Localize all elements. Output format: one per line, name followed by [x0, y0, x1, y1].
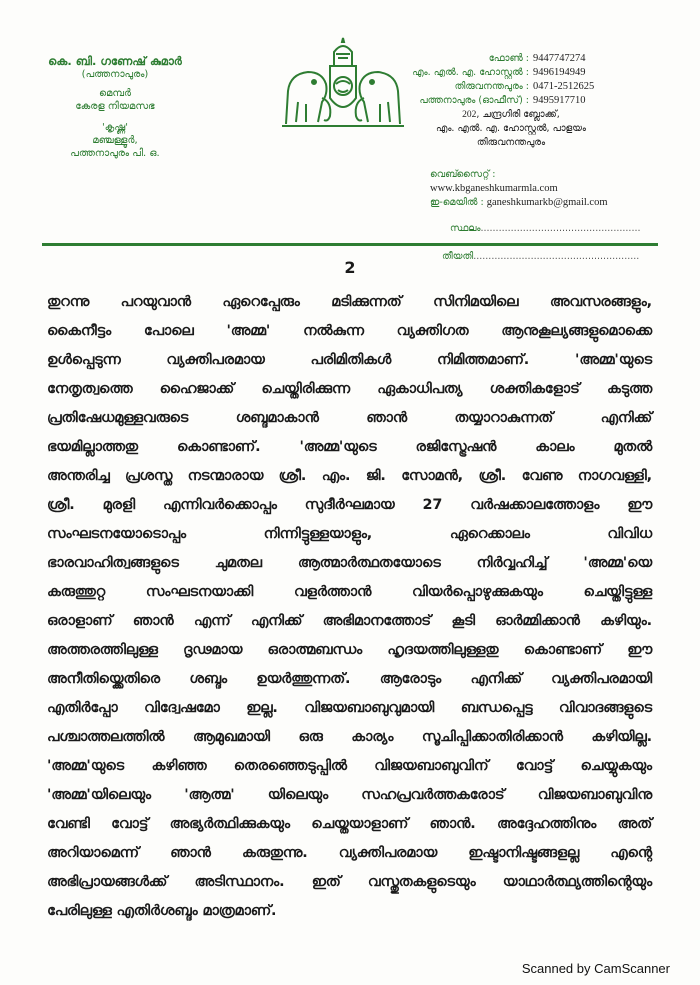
- tvm-label: തിരുവനന്തപുരം :: [454, 81, 529, 92]
- sender-house: 'കൃഷ്ണ': [102, 122, 128, 133]
- letterhead-divider: [42, 243, 658, 246]
- body-line: എതിർപ്പോ വിദ്വേഷമോ ഇല്ല. വിജയബാബുവുമായി ബന്ധപ്പെട്ട വിവാദങ്ങളുടെ: [47, 700, 652, 716]
- body-line: ഭാരവാഹിത്വങ്ങളുടെ ചുമതല ആത്മാർത്ഥതയോടെ നിർവ്വഹിച്ച് 'അമ്മ'യെ: [47, 555, 652, 571]
- body-line: ശ്രീ. മുരളി എന്നിവർക്കൊപ്പം സുദീർഘമായ 27 വർഷക്കാലത്തോളം ഈ: [47, 497, 652, 513]
- address-line-3: തിരുവനന്തപുരം: [476, 137, 546, 148]
- email-link[interactable]: ganeshkumarkb@gmail.com: [486, 197, 608, 208]
- body-line: അത്തരത്തിലുള്ള ദൃഢമായ ഒരാത്മബന്ധം ഹൃദയത്തിലുള്ളതു കൊണ്ടാണ് ഈ: [47, 642, 652, 658]
- mla-hostel-number: 9496194949: [533, 67, 586, 78]
- website-label: വെബ്സൈറ്റ് :: [430, 169, 496, 180]
- date-label: തീയതി: [442, 251, 474, 262]
- sender-place: മഞ്ചള്ളൂർ,: [92, 135, 138, 146]
- place-field: സ്ഥലം.....................................................: [450, 223, 641, 234]
- body-line: ഭയമില്ലാത്തതു കൊണ്ടാണ്. 'അമ്മ'യുടെ രജിസ്ട്രേഷൻ കാലം മുതൽ: [47, 439, 652, 455]
- kerala-emblem-icon: [278, 36, 408, 136]
- letterhead-right: [396, 52, 641, 264]
- sender-constituency: (പത്തനാപുരം): [81, 69, 149, 80]
- body-line: അറിയാമെന്ന് ഞാൻ കരുതുന്നു. വ്യക്തിപരമായ ഇഷ്ടാനിഷ്ടങ്ങളല്ല എന്റെ: [47, 845, 652, 861]
- sender-assembly: കേരള നിയമസഭ: [75, 101, 155, 112]
- address-line-1: , ചന്ദ്രഗിരി ബ്ലോക്ക്,: [476, 109, 560, 120]
- sender-postal: പത്തനാപുരം പി. ഒ.: [70, 148, 160, 159]
- body-line: അന്തരിച്ച പ്രശസ്ത നടന്മാരായ ശ്രീ. എം. ജി. സോമൻ, ശ്രീ. വേണു നാഗവള്ളി,: [47, 468, 652, 484]
- address-number: 202: [462, 110, 477, 120]
- place-label: സ്ഥലം: [450, 223, 481, 234]
- body-line: അഭിപ്രായങ്ങൾക്ക് അടിസ്ഥാനം. ഇത് വസ്തുതകളുടെയും യാഥാർത്ഥ്യത്തിന്റെയും: [47, 874, 652, 890]
- sender-role: മെമ്പർ: [98, 88, 132, 99]
- body-line: പ്രതിഷേധമുള്ളവരുടെ ശബ്ദമാകാൻ ഞാൻ തയ്യാറാകുന്നത് എനിക്ക്: [47, 410, 652, 426]
- office-number: 9495917710: [533, 95, 586, 106]
- body-line: 'അമ്മ'യിലെയും 'ആത്മ' യിലെയും സഹപ്രവർത്തകരോട് വിജയബാബുവിനു: [47, 787, 652, 803]
- body-line: കൈനീട്ടം പോലെ 'അമ്മ' നൽകുന്ന വ്യക്തിഗത ആനുകൂല്യങ്ങളുമൊക്കെ: [47, 323, 652, 339]
- body-line: പശ്ചാത്തലത്തിൽ ആമുഖമായി ഒരു കാര്യം സൂചിപ്പിക്കാതിരിക്കാൻ കഴിയില്ല.: [47, 729, 652, 745]
- letter-body: [47, 288, 652, 926]
- body-line: കരുത്തുറ്റ സംഘടനയാക്കി വളർത്താൻ വിയർപ്പൊഴുക്കുകയും ചെയ്തിട്ടുള്ള: [47, 584, 652, 600]
- sender-name: കെ. ബി. ഗണേഷ് കുമാർ: [48, 54, 182, 68]
- phone-label: ഫോൺ :: [488, 53, 529, 64]
- body-line: പേരിലുള്ള എതിർശബ്ദം മാത്രമാണ്.: [47, 903, 277, 919]
- mla-hostel-row: [396, 66, 626, 80]
- mla-hostel-label: എം. എൽ. എ. ഹോസ്റ്റൽ :: [412, 67, 529, 78]
- letterhead-left: [40, 55, 190, 160]
- body-line: അനീതിയ്ക്കെതിരെ ശബ്ദം ഉയർത്തുന്നത്. ആരോടും എനിക്ക് വ്യക്തിപരമായി: [47, 671, 652, 687]
- tvm-number: 0471-2512625: [533, 81, 595, 92]
- phone-number: 9447747274: [533, 53, 586, 64]
- phone-row: [396, 52, 626, 66]
- body-line: തുറന്നു പറയുവാൻ ഏറെപ്പേരും മടിക്കുന്നത് സിനിമയിലെ അവസരങ്ങളും,: [47, 294, 652, 310]
- office-label: പത്തനാപുരം (ഓഫീസ്) :: [419, 95, 529, 106]
- address: [396, 108, 626, 150]
- email-row: [396, 196, 626, 210]
- body-line: ഉൾപ്പെടുന്ന വ്യക്തിപരമായ പരിമിതികൾ നിമിത്തമാണ്. 'അമ്മ'യുടെ: [47, 352, 652, 368]
- tvm-row: [396, 80, 626, 94]
- website-row: [396, 168, 626, 196]
- website-link[interactable]: www.kbganeshkumarmla.com: [430, 183, 558, 194]
- body-line: സംഘടനയോടൊപ്പം നിന്നിട്ടുള്ളയാളും, ഏറെക്കാലം വിവിധ: [47, 526, 652, 542]
- page-number: 2: [344, 258, 356, 277]
- date-field: തീയതി.......................................................: [442, 251, 640, 262]
- email-label: ഇ-മെയിൽ :: [430, 197, 484, 208]
- body-line: ഒരാളാണ് ഞാൻ എന്ന് എനിക്ക് അഭിമാനത്തോട് കൂടി ഓർമ്മിക്കാൻ കഴിയും.: [47, 613, 652, 629]
- scanner-watermark: Scanned by CamScanner: [521, 961, 670, 976]
- body-line: വേണ്ടി വോട്ട് അഭ്യർത്ഥിക്കുകയും ചെയ്തയാളാണ് ഞാൻ. അദ്ദേഹത്തിനും അത്: [47, 816, 652, 832]
- address-line-2: എം. എൽ. എ. ഹോസ്റ്റൽ, പാളയം: [436, 123, 586, 134]
- office-row: [396, 94, 626, 108]
- body-line: നേതൃത്വത്തെ ഹൈജാക്ക് ചെയ്തിരിക്കുന്ന ഏകാധിപത്യ ശക്തികളോട് കടുത്ത: [47, 381, 652, 397]
- body-line: 'അമ്മ'യുടെ കഴിഞ്ഞ തെരഞ്ഞെടുപ്പിൽ വിജയബാബുവിന് വോട്ട് ചെയ്യുകയും: [47, 758, 652, 774]
